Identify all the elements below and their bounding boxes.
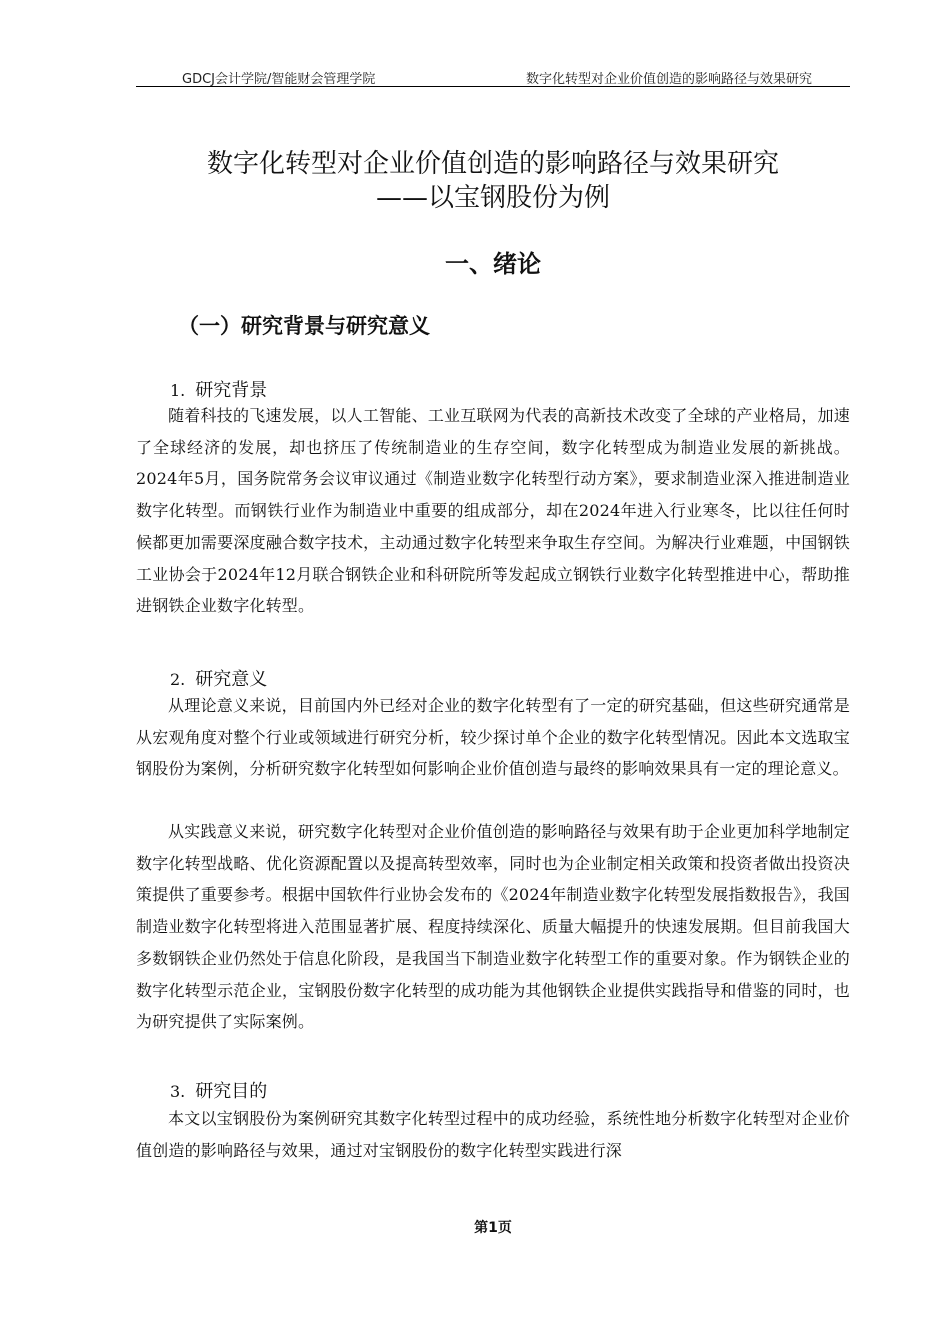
chapter-heading: 一、绪论	[445, 250, 541, 278]
page-header	[136, 66, 850, 87]
subsection-title: 研究意义	[195, 669, 268, 690]
subsection-heading-1	[170, 376, 267, 402]
paragraph-theory: 从理论意义来说，目前国内外已经对企业的数字化转型有了一定的研究基础，但这些研究通常是从宏观角度对整个行业或领域进行研究分析，较少探讨单个企业的数字化转型情况。因此本文选取宝钢股份为案例，分析研究数字化转型如何影响企业价值创造与最终的影响效果具有一定的理论意义。	[136, 696, 850, 779]
paragraph-background: 随着科技的飞速发展，以人工智能、工业互联网为代表的高新技术改变了全球的产业格局，加速了全球经济的发展，却也挤压了传统制造业的生存空间，数字化转型成为制造业发展的新挑战。2024年5月，国务院常务会议审议通过《制造业数字化转型行动方案》，要求制造业深入推进制造业数字化转型。而钢铁行业作为制造业中重要的组成部分，却在2024年进入行业寒冬，比以往任何时候都更加需要深度融合数字技术，主动通过数字化转型来争取生存空间。为解决行业难题，中国钢铁工业协会于2024年12月联合钢铁企业和科研院所等发起成立钢铁行业数字化转型推进中心，帮助推进钢铁企业数字化转型。	[136, 406, 850, 616]
subsection-number: 2.	[170, 670, 186, 689]
section-heading: （一）研究背景与研究意义	[178, 314, 430, 338]
paper-subtitle: ——以宝钢股份为例	[375, 183, 610, 213]
subsection-heading-2	[170, 665, 267, 691]
subsection-title: 研究目的	[195, 1081, 268, 1102]
header-left: GDCJ会计学院/智能财会管理学院	[182, 72, 376, 87]
paragraph-practice: 从实践意义来说，研究数字化转型对企业价值创造的影响路径与效果有助于企业更加科学地制定数字化转型战略、优化资源配置以及提高转型效率，同时也为企业制定相关政策和投资者做出投资决策提供了重要参考。根据中国软件行业协会发布的《2024年制造业数字化转型发展指数报告》，我国制造业数字化转型将进入范围显著扩展、程度持续深化、质量大幅提升的快速发展期。但目前我国大多数钢铁企业仍然处于信息化阶段，是我国当下制造业数字化转型工作的重要对象。作为钢铁企业的数字化转型示范企业，宝钢股份数字化转型的成功能为其他钢铁企业提供实践指导和借鉴的同时，也为研究提供了实际案例。	[136, 822, 850, 1032]
page-number: 第1页	[474, 1220, 512, 1236]
paragraph-purpose: 本文以宝钢股份为案例研究其数字化转型过程中的成功经验，系统性地分析数字化转型对企业价值创造的影响路径与效果，通过对宝钢股份的数字化转型实践进行深	[136, 1109, 850, 1160]
header-right: 数字化转型对企业价值创造的影响路径与效果研究	[525, 72, 812, 87]
subsection-heading-3	[170, 1077, 267, 1103]
paper-title: 数字化转型对企业价值创造的影响路径与效果研究	[206, 149, 779, 179]
subsection-title: 研究背景	[195, 380, 268, 401]
subsection-number: 3.	[170, 1082, 186, 1101]
subsection-number: 1.	[170, 381, 186, 400]
